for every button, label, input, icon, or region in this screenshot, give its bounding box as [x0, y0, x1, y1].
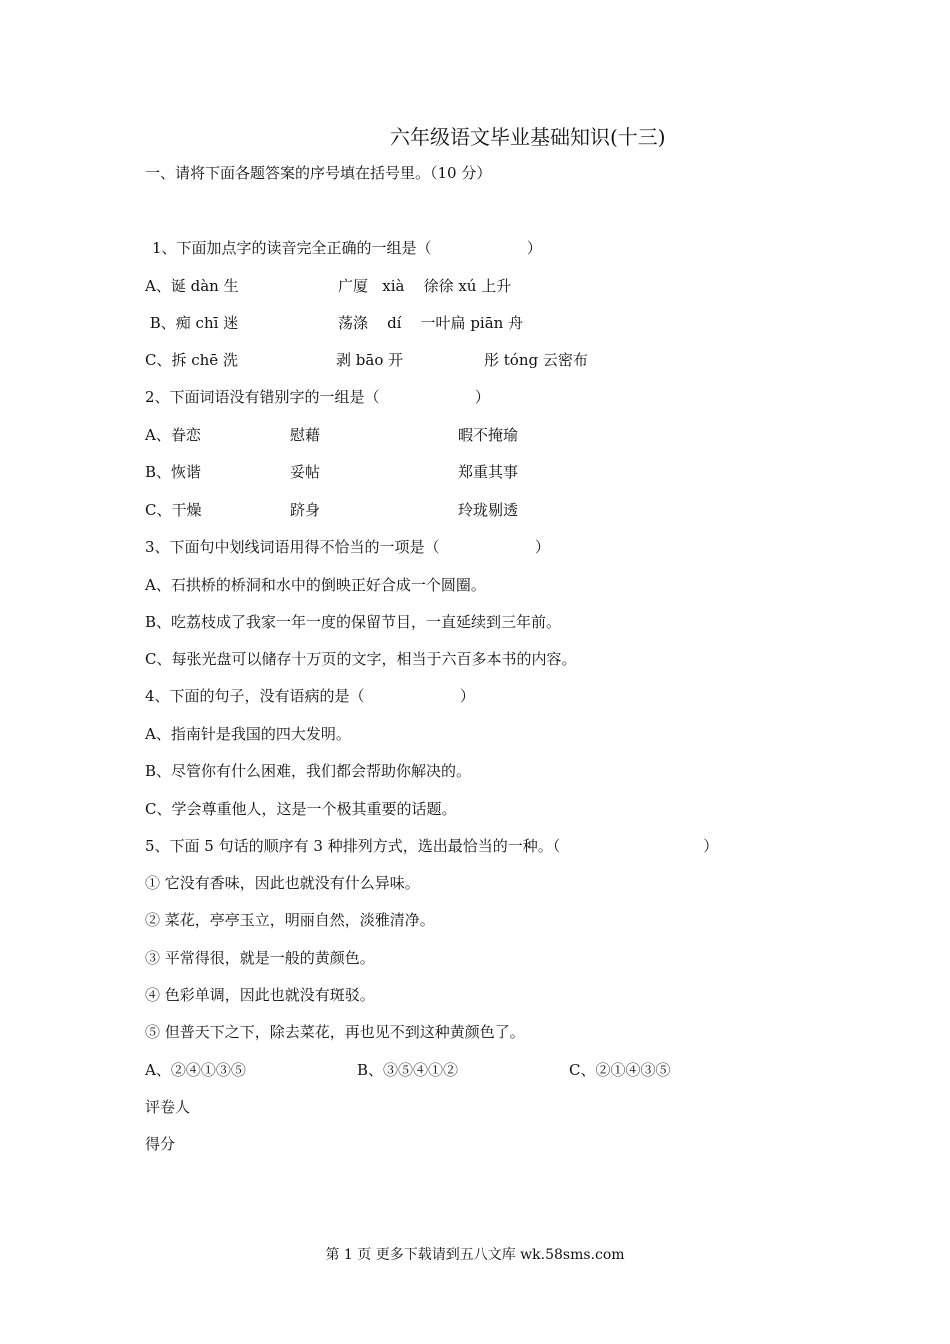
question-4-stem: 4、下面的句子，没有语病的是（ ） [145, 687, 475, 705]
q3-option-b: B、吃荔枝成了我家一年一度的保留节目，一直延续到三年前。 [145, 613, 562, 631]
q1-option-c-word2: 剥 bāo 开 [336, 351, 404, 369]
q5-choice-a: A、②④①③⑤ [145, 1061, 246, 1079]
q2-option-b-word1: B、恢谐 [145, 463, 202, 481]
q1-option-b: B、痴 chī 迷 [145, 314, 239, 332]
q1-option-c: C、拆 chē 洗 [145, 351, 238, 369]
q2-option-b-word3: 郑重其事 [458, 463, 519, 481]
q2-option-a-word3: 暇不掩瑜 [458, 426, 519, 444]
q5-sentence-2: ② 菜花，亭亭玉立，明丽自然，淡雅清净。 [145, 911, 435, 929]
q2-option-b-word2: 妥帖 [290, 463, 321, 481]
question-1-stem: 1、下面加点字的读音完全正确的一组是（ ） [152, 239, 542, 257]
q1-option-a: A、诞 dàn 生 [145, 277, 239, 295]
q5-choice-c: C、②①④③⑤ [569, 1061, 671, 1079]
q2-option-a-word1: A、眷恋 [145, 426, 201, 444]
q4-option-a: A、指南针是我国的四大发明。 [145, 725, 351, 743]
q3-option-a: A、石拱桥的桥洞和水中的倒映正好合成一个圆圈。 [145, 576, 486, 594]
section-heading: 一、请将下面各题答案的序号填在括号里。（10 分） [145, 164, 492, 182]
q5-sentence-1: ① 它没有香味，因此也就没有什么异味。 [145, 874, 420, 892]
question-5-stem: 5、下面 5 句话的顺序有 3 种排列方式，选出最恰当的一种。（ ） [145, 837, 719, 855]
q5-sentence-3: ③ 平常得很，就是一般的黄颜色。 [145, 949, 375, 967]
q2-option-c-word1: C、干燥 [145, 501, 202, 519]
grader-label: 评卷人 [145, 1098, 191, 1116]
q4-option-b: B、尽管你有什么困难，我们都会帮助你解决的。 [145, 762, 472, 780]
q4-option-c: C、学会尊重他人，这是一个极其重要的话题。 [145, 800, 457, 818]
q1-option-b-words: 荡涤 dí 一叶扁 piān 舟 [338, 314, 524, 332]
q3-option-c: C、每张光盘可以储存十万页的文字，相当于六百多本书的内容。 [145, 650, 577, 668]
question-3-stem: 3、下面句中划线词语用得不恰当的一项是（ ） [145, 538, 550, 556]
page-title: 六年级语文毕业基础知识(十三) [390, 125, 666, 149]
q5-choice-b: B、③⑤④①② [357, 1061, 459, 1079]
q5-sentence-5: ⑤ 但普天下之下，除去菜花，再也见不到这种黄颜色了。 [145, 1023, 525, 1041]
q5-sentence-4: ④ 色彩单调，因此也就没有斑驳。 [145, 986, 375, 1004]
page-footer: 第 1 页 更多下载请到五八文库 wk.58sms.com [325, 1247, 625, 1263]
score-label: 得分 [145, 1135, 176, 1153]
q2-option-a-word2: 慰藉 [290, 426, 321, 444]
q2-option-c-word3: 玲珑剔透 [458, 501, 519, 519]
q1-option-a-words: 广厦 xià 徐徐 xú 上升 [338, 277, 512, 295]
q1-option-c-word3: 彤 tóng 云密布 [484, 351, 588, 369]
q2-option-c-word2: 跻身 [290, 501, 321, 519]
question-2-stem: 2、下面词语没有错别字的一组是（ ） [145, 388, 490, 406]
